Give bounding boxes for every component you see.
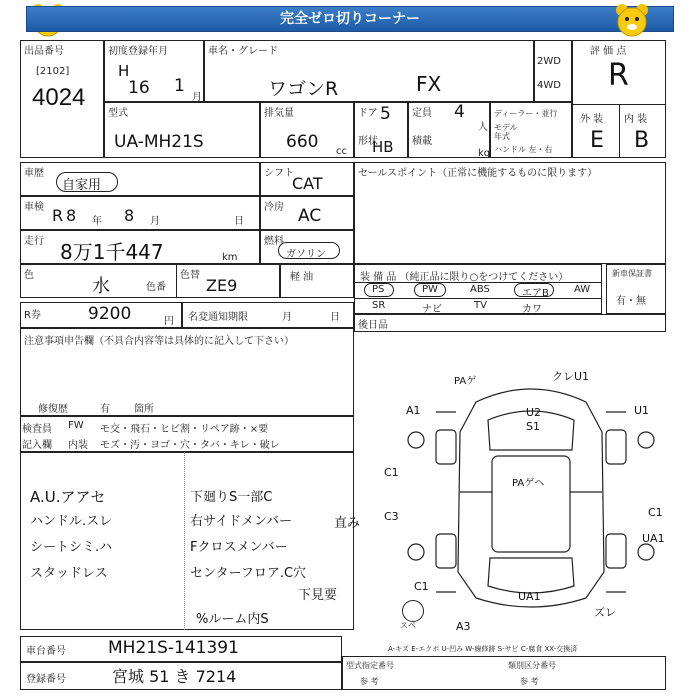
note-right: Fクロスメンバー (190, 540, 288, 555)
history-value: 自家用 (62, 178, 102, 193)
capacity-value: 4 (454, 102, 465, 122)
diagram-label: C1 (414, 580, 429, 593)
lot-number: 4024 (32, 84, 86, 111)
after-part-cell (354, 314, 666, 332)
spare-tire-circle (402, 600, 424, 622)
fw-label: FW (68, 420, 84, 431)
diagram-label: U1 (634, 404, 650, 417)
note-left: シートシミ.ハ (30, 540, 113, 555)
color-label: 色 (24, 270, 34, 281)
model-value: UA-MH21S (114, 132, 204, 152)
drive-2wd: 2WD (537, 56, 561, 67)
inspection-year: 8 (66, 206, 77, 225)
model-label: 型式 (108, 108, 128, 119)
diagram-label: C1 (384, 466, 399, 479)
handle-label: ハンドル 左・右 (494, 145, 553, 154)
repair-label: 修復歴 (38, 404, 68, 415)
legend-codes: A-キズ E-エクボ U-凹み W-線修跡 S-サビ C-腐食 XX-交換済 (388, 645, 578, 653)
fuel-label: 燃料 (264, 236, 284, 247)
after-part-label: 後日品 (358, 320, 388, 331)
displacement-value: 660 (286, 132, 319, 152)
inspector-label-1: 検査員 (22, 424, 52, 435)
drive-cell (534, 40, 572, 102)
repair-value: 有 (100, 404, 110, 415)
capacity-label: 定員 (412, 108, 432, 119)
first-reg-month-unit: 月 (192, 92, 202, 103)
first-reg-era: H (118, 62, 130, 80)
rating-label: 評 価 点 (590, 46, 627, 57)
car-grade: FX (416, 72, 442, 96)
inspection-era: R (52, 206, 64, 225)
note-right: センターフロア.C穴 (190, 566, 307, 581)
interior-score: B (634, 128, 650, 153)
load-label: 積載 (412, 136, 432, 147)
diagram-label: C1 (648, 506, 663, 519)
load-unit: kg (478, 148, 491, 159)
fuel-diesel: 軽 油 (290, 272, 314, 283)
color-code: ZE9 (206, 276, 238, 295)
note-right: 右サイドメンバー (190, 514, 293, 529)
cooling-label: 冷房 (264, 202, 284, 213)
first-reg-label: 初度登録年月 (108, 46, 168, 57)
equipment-circle (414, 283, 446, 297)
equipment-item: カワ (522, 304, 542, 315)
model-year-label: モデル (494, 123, 518, 132)
dealer-text: ディーラー・並行 (494, 109, 558, 118)
capacity-unit: 人 (478, 122, 488, 133)
equipment-item: PS (372, 284, 385, 295)
inspection-month: 8 (124, 206, 135, 225)
bear-mascot-right-icon (612, 2, 652, 38)
equipment-item: エアB (522, 288, 549, 299)
lot-code: [2102] (36, 66, 70, 77)
equipment-item: SR (372, 300, 386, 311)
color-split (176, 264, 177, 298)
inspection-day-unit: 日 (234, 216, 244, 227)
inspector-label-2: 記入欄 (22, 440, 52, 451)
note-left: A.U.アアセ (30, 488, 106, 506)
equipment-circle (514, 283, 554, 297)
equipment-item: ナビ (422, 304, 442, 315)
new-warranty-value: 有・無 (616, 296, 646, 307)
displacement-label: 排気量 (264, 108, 294, 119)
recycle-label: R券 (24, 310, 41, 321)
recycle-value: 9200 (88, 304, 132, 324)
car-name: ワゴンR (268, 78, 339, 100)
interior-items: モズ・汚・ヨゴ・穴・タバ・キレ・破レ (100, 440, 280, 451)
shift-value: CAT (292, 174, 323, 193)
name-grade-label: 車名・グレード (208, 46, 278, 57)
exterior-label: 外 装 (580, 114, 604, 125)
diagram-label: スペ (400, 621, 416, 630)
rating-score: R (608, 58, 629, 93)
diagram-label: A3 (456, 620, 471, 633)
note-right-extra: 直み (334, 516, 361, 531)
name-change-day: 日 (330, 312, 340, 323)
equipment-label: 装 備 品 （純正品に限り○をつけてください） (360, 272, 569, 283)
shift-label: シフト (264, 168, 294, 179)
diagram-label: ズレ (594, 606, 616, 619)
ref-label-1: 参 考 (360, 677, 379, 686)
chassis-label: 車台番号 (26, 646, 66, 657)
name-change-label: 名変通知期限 (188, 312, 248, 323)
diagram-label: PAゲ (454, 376, 477, 387)
class-number-label: 類別区分番号 (508, 661, 556, 670)
shape-label: 形状 (358, 136, 378, 147)
diagram-label: C3 (384, 510, 399, 523)
registration-label: 登録番号 (26, 674, 66, 685)
notes-label: 注意事項申告欄（不具合内容等は具体的に記入して下さい） (24, 336, 294, 347)
recycle-unit: 円 (164, 316, 174, 327)
diagram-label: PAゲヘ (512, 478, 545, 489)
note-right: %ルーム内S (196, 612, 269, 627)
chassis-value: MH21S-141391 (108, 638, 239, 658)
inspection-label: 車検 (24, 202, 44, 213)
doors-value: 5 (380, 104, 391, 124)
name-change-month: 月 (282, 312, 292, 323)
equipment-circle (364, 283, 394, 297)
equipment-item: ABS (470, 284, 490, 295)
cooling-value: AC (298, 206, 322, 226)
year-label: 年式 (494, 132, 510, 141)
interior-row-label: 内装 (68, 440, 88, 451)
new-warranty-label: 新車保証書 (612, 269, 652, 278)
rating-split (619, 104, 620, 158)
color-no-label: 色番 (146, 282, 166, 293)
shape-value: HB (372, 138, 394, 156)
diagram-label: S1 (526, 420, 540, 433)
diagram-label: UA1 (518, 590, 541, 603)
diagram-label: UA1 (642, 532, 665, 545)
note-right: 下見要 (298, 588, 338, 603)
note-left: ハンドル.スレ (30, 514, 113, 529)
ref-label-2: 参 考 (520, 677, 539, 686)
section-banner: 完全ゼロ切りコーナー (26, 6, 674, 32)
note-right: 下廻りS一部C (190, 490, 273, 505)
mileage-label: 走行 (24, 236, 44, 247)
equipment-divider-2 (354, 298, 602, 299)
diagram-label: U2 (526, 406, 542, 419)
color-value: 水 (92, 276, 110, 297)
doors-label: ドア (358, 108, 378, 119)
repair-sub: 箇所 (134, 404, 154, 415)
fuel-gas: ガソリン (286, 249, 326, 260)
inspection-month-unit: 月 (150, 216, 160, 227)
registration-value: 宮城 51 き 7214 (112, 667, 237, 686)
lot-label: 出品番号 (24, 46, 64, 57)
first-reg-month: 1 (174, 76, 185, 96)
exterior-score: E (590, 128, 604, 153)
equipment-item: TV (474, 300, 487, 311)
history-label: 車歴 (24, 168, 44, 179)
inspection-year-unit: 年 (92, 216, 102, 227)
color-change-label: 色替 (180, 270, 200, 281)
sales-point-label: セールスポイント（正常に機能するものに限ります） (358, 168, 598, 179)
note-left: スタッドレス (30, 566, 108, 581)
drive-4wd: 4WD (537, 80, 561, 91)
interior-label: 内 装 (624, 114, 648, 125)
first-reg-year: 16 (128, 78, 150, 98)
mileage-unit: km (222, 252, 238, 263)
mileage-value: 8万1千447 (60, 240, 164, 264)
displacement-unit: cc (336, 146, 347, 157)
form-number-label: 型式指定番号 (346, 661, 394, 670)
equipment-item: AW (574, 284, 591, 295)
diagram-label: A1 (406, 404, 421, 417)
diagram-label: クレU1 (552, 370, 590, 383)
fw-items: モ交・飛石・ヒビ割・リペア跡・×要 (100, 424, 269, 435)
equipment-item: PW (422, 284, 438, 295)
handwritten-split (184, 452, 185, 630)
equipment-divider (354, 282, 602, 283)
